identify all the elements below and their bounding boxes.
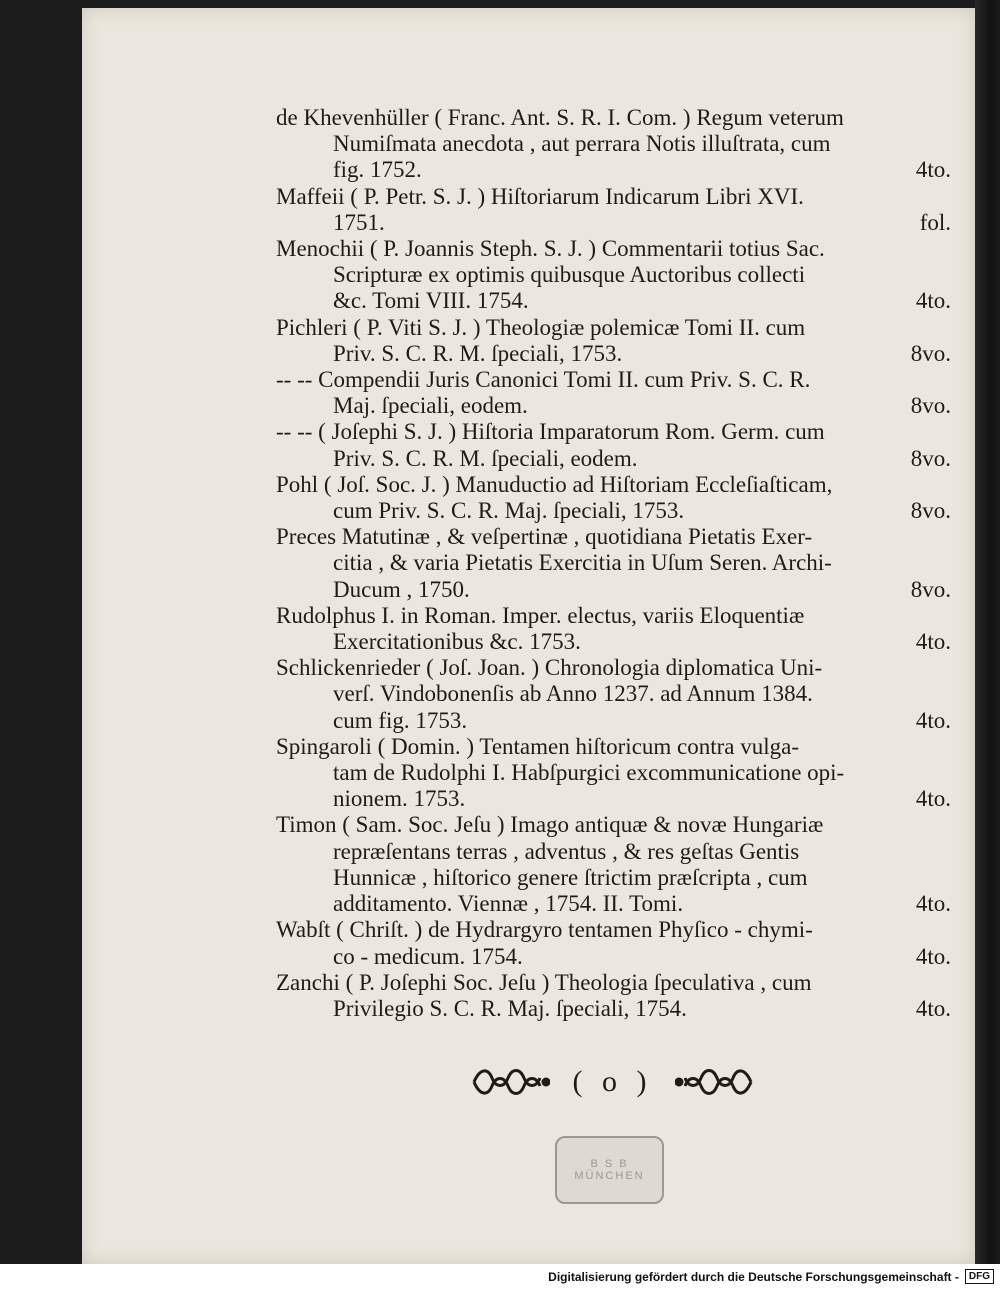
entry-line-text: Zanchi ( P. Joſephi Soc. Jeſu ) Theologia ſpeculativa , cum bbox=[276, 969, 812, 995]
entry-line-text: de Khevenhüller ( Franc. Ant. S. R. I. Com. ) Regum veterum bbox=[276, 105, 844, 130]
entry-line bbox=[276, 367, 951, 393]
entry-line bbox=[276, 446, 951, 472]
book-spine-edge bbox=[975, 0, 1000, 1264]
catalog-entry bbox=[276, 524, 951, 603]
entry-format: 4to. bbox=[915, 157, 951, 183]
entry-line-text: cum fig. 1753. bbox=[333, 707, 468, 733]
entry-line bbox=[276, 236, 951, 262]
entry-line bbox=[276, 131, 951, 157]
entry-format: 8vo. bbox=[910, 498, 951, 524]
entry-line-text: repræſentans terras , adventus , & res geſtas Gentis bbox=[333, 838, 800, 864]
catalog-entry bbox=[276, 105, 951, 184]
entry-line-text: Menochii ( P. Joannis Steph. S. J. ) Commentarii totius Sac. bbox=[276, 236, 825, 262]
page-number: ( o ) bbox=[572, 1065, 653, 1098]
entry-line-text: fig. 1752. bbox=[333, 157, 422, 183]
catalog-list bbox=[276, 105, 951, 1022]
left-ornament-icon bbox=[470, 1064, 550, 1100]
entry-format: fol. bbox=[919, 209, 951, 235]
entry-line bbox=[276, 708, 951, 734]
entry-format: 8vo. bbox=[910, 340, 951, 366]
entry-line bbox=[276, 262, 951, 288]
entry-line-text: verſ. Vindobonenſis ab Anno 1237. ad Annum 1384. bbox=[333, 681, 813, 707]
entry-line bbox=[276, 681, 951, 707]
entry-line bbox=[276, 996, 951, 1022]
entry-line bbox=[276, 577, 951, 603]
entry-format: 8vo. bbox=[910, 576, 951, 602]
entry-line-text: Spingaroli ( Domin. ) Tentamen hiſtoricum contra vulga- bbox=[276, 733, 800, 759]
entry-line bbox=[276, 655, 951, 681]
entry-line-text: tam de Rudolphi I. Habſpurgici excommunicatione opi- bbox=[333, 760, 845, 786]
catalog-entry bbox=[276, 970, 951, 1022]
entry-format: 8vo. bbox=[910, 445, 951, 471]
entry-format: 4to. bbox=[915, 891, 951, 917]
entry-line bbox=[276, 498, 951, 524]
entry-line-text: Wabſt ( Chriſt. ) de Hydrargyro tentamen Phyſico - chymi- bbox=[276, 917, 813, 943]
catalog-entry bbox=[276, 812, 951, 917]
entry-line bbox=[276, 865, 951, 891]
entry-line bbox=[276, 891, 951, 917]
catalog-entry bbox=[276, 655, 951, 734]
entry-format: 4to. bbox=[915, 943, 951, 969]
entry-line-text: Exercitationibus &c. 1753. bbox=[333, 629, 581, 655]
entry-line bbox=[276, 315, 951, 341]
entry-line-text: Maj. ſpeciali, eodem. bbox=[333, 393, 528, 419]
entry-line-text: Timon ( Sam. Soc. Jeſu ) Imago antiquæ & novæ Hungariæ bbox=[276, 812, 824, 838]
stamp-line-2: MÜNCHEN bbox=[574, 1170, 645, 1182]
footer-text: Digitalisierung gefördert durch die Deutsche Forschungsgemeinschaft - bbox=[548, 1269, 959, 1284]
entry-line-text: Schlickenrieder ( Joſ. Joan. ) Chronologia diplomatica Uni- bbox=[276, 655, 823, 681]
entry-line bbox=[276, 603, 951, 629]
catalog-entry bbox=[276, 315, 951, 367]
entry-line bbox=[276, 105, 951, 131]
entry-line-text: Rudolphus I. in Roman. Imper. electus, variis Eloquentiæ bbox=[276, 602, 805, 628]
entry-line bbox=[276, 524, 951, 550]
right-ornament-icon bbox=[675, 1064, 755, 1100]
catalog-entry bbox=[276, 419, 951, 471]
catalog-entry bbox=[276, 472, 951, 524]
entry-line-text: Maffeii ( P. Petr. S. J. ) Hiſtoriarum Indicarum Libri XVI. bbox=[276, 183, 804, 209]
entry-line bbox=[276, 786, 951, 812]
page-number-ornament bbox=[470, 1060, 755, 1104]
catalog-entry bbox=[276, 734, 951, 813]
entry-format: 4to. bbox=[915, 288, 951, 314]
entry-line bbox=[276, 917, 951, 943]
entry-line-text: Privilegio S. C. R. Maj. ſpeciali, 1754. bbox=[333, 995, 687, 1021]
catalog-entry bbox=[276, 603, 951, 655]
entry-line bbox=[276, 734, 951, 760]
entry-line-text: Priv. S. C. R. M. ſpeciali, 1753. bbox=[333, 340, 623, 366]
entry-line bbox=[276, 184, 951, 210]
entry-line-text: &c. Tomi VIII. 1754. bbox=[333, 288, 529, 314]
catalog-entry bbox=[276, 236, 951, 315]
entry-line-text: nionem. 1753. bbox=[333, 786, 466, 812]
catalog-entry bbox=[276, 184, 951, 236]
entry-line bbox=[276, 550, 951, 576]
stamp-line-1: B S B bbox=[590, 1158, 629, 1170]
entry-format: 4to. bbox=[915, 629, 951, 655]
entry-line bbox=[276, 629, 951, 655]
entry-line-text: -- -- Compendii Juris Canonici Tomi II. cum Priv. S. C. R. bbox=[276, 367, 811, 393]
entry-format: 4to. bbox=[915, 707, 951, 733]
entry-format: 8vo. bbox=[910, 393, 951, 419]
entry-line bbox=[276, 341, 951, 367]
entry-line bbox=[276, 472, 951, 498]
entry-line-text: cum Priv. S. C. R. Maj. ſpeciali, 1753. bbox=[333, 498, 685, 524]
entry-line bbox=[276, 210, 951, 236]
entry-format: 4to. bbox=[915, 995, 951, 1021]
entry-line bbox=[276, 157, 951, 183]
entry-line bbox=[276, 760, 951, 786]
entry-line-text: Preces Matutinæ , & veſpertinæ , quotidiana Pietatis Exer- bbox=[276, 524, 813, 550]
library-stamp bbox=[555, 1136, 664, 1204]
catalog-entry bbox=[276, 367, 951, 419]
entry-line-text: Numiſmata anecdota , aut perrara Notis illuſtrata, cum bbox=[333, 131, 831, 157]
entry-line-text: Priv. S. C. R. M. ſpeciali, eodem. bbox=[333, 445, 638, 471]
entry-line-text: co - medicum. 1754. bbox=[333, 943, 523, 969]
entry-line-text: citia , & varia Pietatis Exercitia in Uſum Seren. Archi- bbox=[333, 550, 832, 576]
entry-line-text: Pohl ( Joſ. Soc. J. ) Manuductio ad Hiſtoriam Eccleſiaſticam, bbox=[276, 471, 833, 497]
catalog-entry bbox=[276, 917, 951, 969]
dfg-logo: DFG bbox=[965, 1269, 994, 1284]
entry-line bbox=[276, 393, 951, 419]
entry-line-text: Scripturæ ex optimis quibusque Auctoribus collecti bbox=[333, 262, 806, 288]
entry-line bbox=[276, 288, 951, 314]
entry-line bbox=[276, 944, 951, 970]
entry-line bbox=[276, 812, 951, 838]
entry-line-text: additamento. Viennæ , 1754. II. Tomi. bbox=[333, 891, 684, 917]
entry-line-text: Hunnicæ , hiſtorico genere ſtrictim præſcripta , cum bbox=[333, 864, 808, 890]
entry-line bbox=[276, 839, 951, 865]
footer-bar bbox=[0, 1264, 1000, 1289]
entry-format: 4to. bbox=[915, 786, 951, 812]
entry-line bbox=[276, 419, 951, 445]
entry-line bbox=[276, 970, 951, 996]
entry-line-text: Ducum , 1750. bbox=[333, 576, 470, 602]
entry-line-text: Pichleri ( P. Viti S. J. ) Theologiæ polemicæ Tomi II. cum bbox=[276, 314, 806, 340]
entry-line-text: 1751. bbox=[333, 209, 385, 235]
entry-line-text: -- -- ( Joſephi S. J. ) Hiſtoria Imparatorum Rom. Germ. cum bbox=[276, 419, 825, 445]
